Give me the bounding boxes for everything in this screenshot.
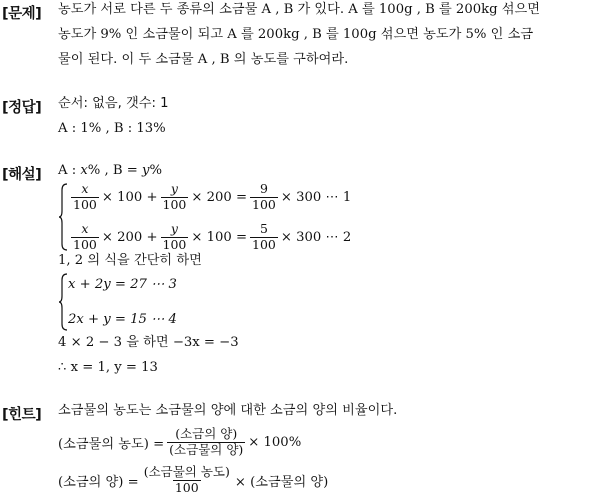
brace-icon <box>58 183 68 251</box>
brace-icon <box>58 273 68 331</box>
hint-label: [힌트] <box>2 407 42 423</box>
problem-label: [문제] <box>2 6 42 22</box>
system-equation-3: x + 2y = 27 ⋯ 3 <box>68 277 177 292</box>
equation-system-2 <box>58 273 586 331</box>
hint-formula-salt: (소금의 양) = $\frac{\text{(소금물의 농도)}}{100}$ × (소금물의 양) <box>58 464 329 495</box>
equation-system-1 <box>58 183 586 251</box>
answer-value-line: A : 1% , B : 13% <box>58 121 166 136</box>
simplify-line: 1, 2 의 식을 간단히 하면 <box>58 253 202 268</box>
equation-1: $\frac{x}{100}$ × 100 + $\frac{y}{100}$ × 200 = $\frac{9}{100}$ × 300 ⋯ 1 <box>73 181 352 212</box>
hint-line: 소금물의 농도는 소금물의 양에 대한 소금의 양의 비율이다. <box>58 403 398 418</box>
solution-definition: A : x% , B = y% <box>58 163 163 178</box>
system-equation-4: 2x + y = 15 ⋯ 4 <box>68 312 177 327</box>
result-line: ∴ x = 1, y = 13 <box>58 360 158 375</box>
combine-line: 4 × 2 − 3 을 하면 −3x = −3 <box>58 335 239 350</box>
problem-line-2: 농도가 9% 인 소금물이 되고 A 를 200kg , B 를 100g 섞으면 농도가 5% 인 소금 <box>58 27 534 42</box>
hint-formula-concentration: (소금물의 농도) = $\frac{\text{(소금의 양)}}{\text{(소금물의 양)}}$ × 100% <box>58 426 302 457</box>
equation-2: $\frac{x}{100}$ × 200 + $\frac{y}{100}$ × 100 = $\frac{5}{100}$ × 300 ⋯ 2 <box>73 221 352 252</box>
solution-label: [해설] <box>2 167 42 183</box>
answer-label: [정답] <box>2 100 42 116</box>
answer-order-line: 순서: 없음, 갯수: 1 <box>58 96 169 111</box>
problem-line-1: 농도가 서로 다른 두 종류의 소금물 A , B 가 있다. A 를 100g , B 를 200kg 섞으면 <box>58 2 540 17</box>
problem-line-3: 물이 된다. 이 두 소금물 A , B 의 농도를 구하여라. <box>58 52 349 67</box>
